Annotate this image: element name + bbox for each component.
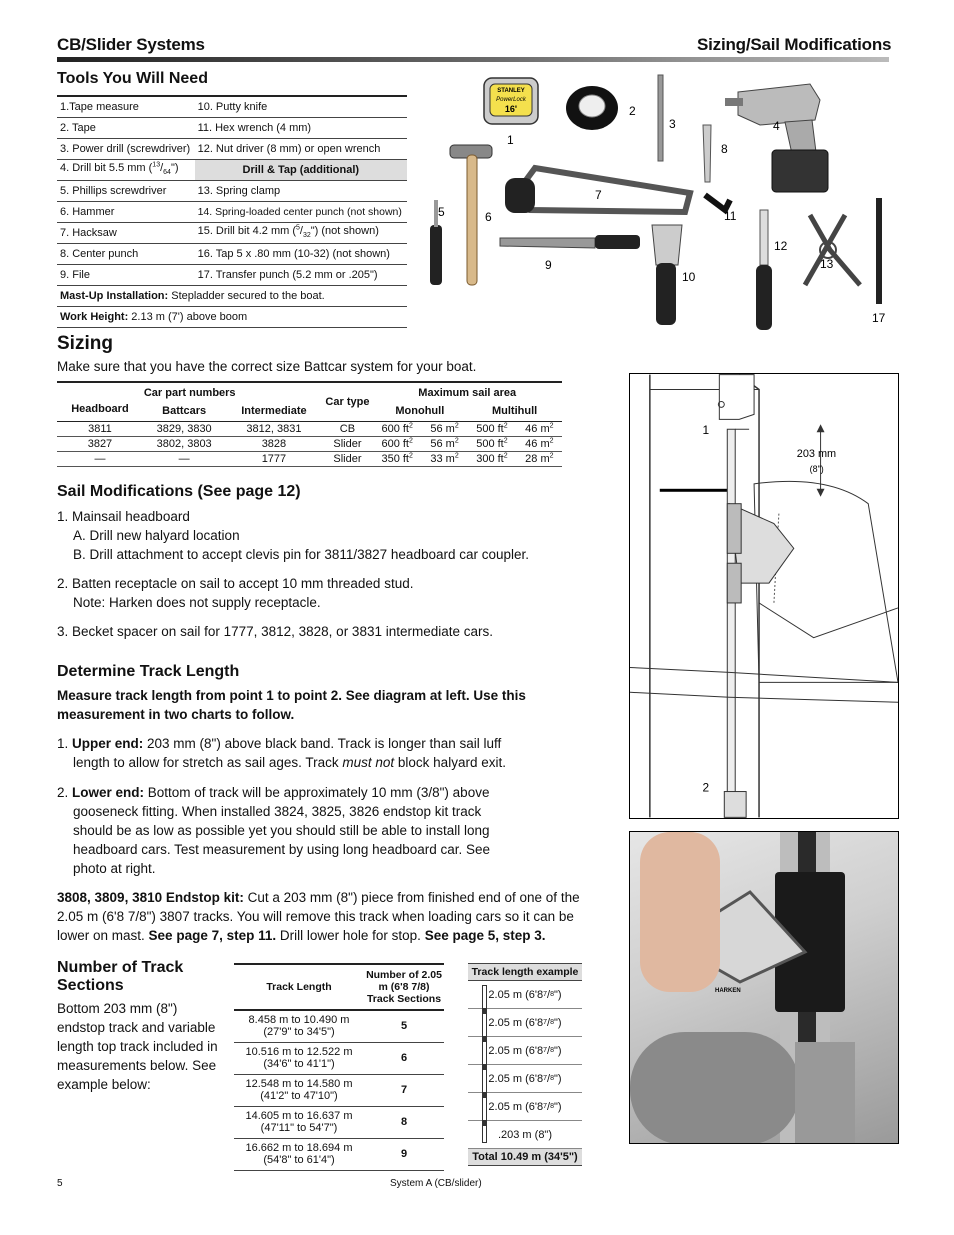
tool-number: 6: [485, 210, 492, 224]
tool-number: 13: [820, 257, 834, 271]
tools-cell: 10. Putty knife: [195, 96, 407, 117]
tool-number: 10: [682, 270, 696, 284]
th-intermediate: Intermediate: [241, 405, 307, 417]
list-item: 2. Batten receptacle on sail to accept 10 mm threaded stud.: [57, 576, 414, 591]
upper-end-item: 1. Upper end: 203 mm (8") above black band. Track is longer than sail luff length to allow for stretch as sail ages. Track must not block halyard exit.: [57, 736, 506, 770]
th-number-sections: Number of 2.05 m (6'8 7/8) Track Sections: [364, 964, 444, 1010]
tool-number: 17: [872, 311, 886, 325]
point-1-label: 1: [702, 423, 710, 438]
sizing-heading: Sizing: [57, 333, 113, 354]
th-car-type: Car type: [322, 382, 372, 422]
list-item: Note: Harken does not supply receptacle.: [73, 595, 321, 610]
header-right: Sizing/Sail Modifications: [697, 35, 892, 54]
tools-cell: 13. Spring clamp: [195, 180, 407, 201]
example-row: 2.05 m (6'8 7 / 8 "): [468, 1093, 582, 1121]
endstop-paragraph: 3808, 3809, 3810 Endstop kit: Cut a 203 mm (8") piece from finished end of one of the 2.05 m (6'8 7/8") 3807 tracks. You will remove this track when loading cars so it can be lower on mast. See page 7, step 11. Drill lower hole for stop. See page 5, step 3.: [57, 890, 580, 943]
tools-cell: 9. File: [57, 264, 195, 285]
th-multihull: Multihull: [491, 405, 538, 417]
mast-diagram: [629, 373, 899, 819]
file-icon: [500, 235, 640, 249]
tool-number: 9: [545, 258, 552, 272]
tools-cell: 17. Transfer punch (5.2 mm or .205"): [195, 264, 407, 285]
example-track-graphic: [482, 985, 487, 1143]
tools-cell: 3. Power drill (screwdriver): [57, 138, 195, 159]
th-battcars: Battcars: [162, 405, 207, 417]
tools-heading: Tools You Will Need: [57, 70, 208, 87]
list-item: 1. Mainsail headboard: [57, 509, 190, 524]
tools-cell: 2. Tape: [57, 117, 195, 138]
example-row: 2.05 m (6'8 7 / 8 "): [468, 1009, 582, 1037]
tools-cell: 8. Center punch: [57, 243, 195, 264]
track-length-heading: Determine Track Length: [57, 663, 240, 680]
spring-clamp-icon: [805, 215, 860, 285]
tool-number: 5: [438, 205, 445, 219]
tape-size: 16': [504, 104, 518, 114]
tape-product: PowerLock: [496, 97, 526, 103]
track-length-intro: Measure track length from point 1 to point 2. See diagram at left. Use this measurement in two charts to follow.: [57, 688, 526, 722]
tools-table: [57, 95, 407, 328]
point-2-label: 2: [702, 780, 710, 795]
table-row: 14.605 m to 16.637 m (47'11" to 54'7") 8: [234, 1106, 444, 1138]
tool-number: 3: [669, 117, 676, 131]
tool-number: 8: [721, 142, 728, 156]
list-item: 3. Becket spacer on sail for 1777, 3812, 3828, or 3831 intermediate cars.: [57, 624, 494, 639]
tool-number: 11: [724, 209, 737, 223]
sail-mods-heading: Sail Modifications (See page 12): [57, 483, 301, 500]
lower-end-item: 2. Lower end: Bottom of track will be approximately 10 mm (3/8") above gooseneck fitting. When installed 3824, 3825, 3826 endstop kit track should be as low as possible yet you should still be able to install long headboard cars. Test measurement by using long headboard car. See photo at right.: [57, 785, 491, 876]
drill-tap-label: Drill & Tap (additional): [195, 159, 407, 180]
tools-cell: 15. Drill bit 4.2 mm $(^5/_{32}")$ (not shown): [195, 222, 407, 243]
example-row: 2.05 m (6'8 7 / 8 "): [468, 981, 582, 1009]
tools-cell: 4. Drill bit 5.5 mm $(^{13}/_{64}")$: [57, 159, 195, 180]
photo-brand: HARKEN: [715, 988, 741, 994]
table-row: 3827 3802, 3803 3828 Slider 600 $ft^2$ 56 $m^2$ 500 $ft^2$ 46 $m^2$: [57, 437, 562, 452]
table-row: — — 1777 Slider 350 $ft^2$ 33 $m^2$ 300 $ft^2$ 28 $m^2$: [57, 452, 562, 467]
work-height-row: Work Height: 2.13 m (7') above boom: [57, 306, 407, 327]
th-monohull: Monohull: [395, 405, 445, 417]
sail-mods-list: [57, 507, 557, 641]
tools-cell: 14. Spring-loaded center punch (not shown): [195, 201, 407, 222]
example-row: 2.05 m (6'8 7 / 8 "): [468, 1065, 582, 1093]
tool-number: 7: [595, 188, 602, 202]
photo-illustration: [630, 832, 899, 1144]
th-headboard: Headboard: [71, 403, 129, 415]
dimension-label: 203 mm: [796, 448, 837, 461]
track-example: [468, 963, 582, 1166]
power-drill-icon: [725, 84, 828, 192]
table-row: 16.662 m to 18.694 m (54'8" to 61'4") 9: [234, 1138, 444, 1170]
mast-up-row: Mast-Up Installation: Stepladder secured to the boat.: [57, 285, 407, 306]
tools-cell: 7. Hacksaw: [57, 222, 195, 243]
putty-knife-icon: [652, 225, 682, 325]
tool-number: 4: [773, 119, 780, 133]
th-max-area: Maximum sail area: [372, 382, 562, 401]
example-total: Total 10.49 m (34'5"): [468, 1149, 582, 1166]
drill-bit-icon: [658, 75, 663, 161]
header-left: CB/Slider Systems: [57, 35, 205, 54]
table-row: 8.458 m to 10.490 m (27'9" to 34'5") 5: [234, 1010, 444, 1042]
header-rule: [57, 57, 889, 62]
center-punch-icon: [703, 125, 711, 182]
headboard-car-photo: [629, 831, 899, 1144]
table-row: 12.548 m to 14.580 m (41'2" to 47'10") 7: [234, 1074, 444, 1106]
list-item: A. Drill new halyard location: [73, 528, 240, 543]
tool-number: 1: [507, 133, 514, 147]
track-sections-body: Bottom 203 mm (8") endstop track and variable length top track included in measurements below. See example below:: [57, 1001, 218, 1092]
tool-number: 2: [629, 104, 636, 118]
track-sections-heading: Number of Track Sections: [57, 959, 184, 994]
page-number: 5: [57, 1178, 63, 1189]
tape-roll-icon: [566, 86, 618, 130]
sizing-intro: Make sure that you have the correct size Battcar system for your boat.: [57, 359, 477, 374]
track-sections-table: [234, 963, 444, 1171]
example-row: 2.05 m (6'8 7 / 8 "): [468, 1037, 582, 1065]
tools-cell: 5. Phillips screwdriver: [57, 180, 195, 201]
tools-cell: 6. Hammer: [57, 201, 195, 222]
tools-cell: 1.Tape measure: [57, 96, 195, 117]
tools-cell: 16. Tap 5 x .80 mm (10-32) (not shown): [195, 243, 407, 264]
th-track-length: Track Length: [234, 964, 364, 1010]
transfer-punch-icon: [876, 198, 882, 304]
example-row: .203 m (8"): [468, 1121, 582, 1149]
footer-center: System A (CB/slider): [390, 1178, 482, 1189]
tools-cell: 11. Hex wrench (4 mm): [195, 117, 407, 138]
sizing-table: [57, 381, 562, 467]
th-car-part: Car part numbers: [57, 382, 322, 401]
dimension-inch-label: (8"): [809, 463, 824, 474]
table-row: 10.516 m to 12.522 m (34'6" to 41'1") 6: [234, 1042, 444, 1074]
tape-measure-icon: [484, 78, 538, 124]
nut-driver-icon: [756, 210, 772, 330]
tool-number: 12: [774, 239, 788, 253]
table-row: 3811 3829, 3830 3812, 3831 CB 600 $ft^2$ 56 $m^2$ 500 $ft^2$ 46 $m^2$: [57, 422, 562, 437]
list-item: B. Drill attachment to accept clevis pin for 3811/3827 headboard car coupler.: [73, 547, 530, 562]
tape-brand: STANLEY: [497, 88, 525, 94]
hex-wrench-icon: [705, 195, 730, 210]
example-heading: Track length example: [468, 963, 582, 981]
tools-cell: 12. Nut driver (8 mm) or open wrench: [195, 138, 407, 159]
tools-illustration: [420, 70, 890, 335]
